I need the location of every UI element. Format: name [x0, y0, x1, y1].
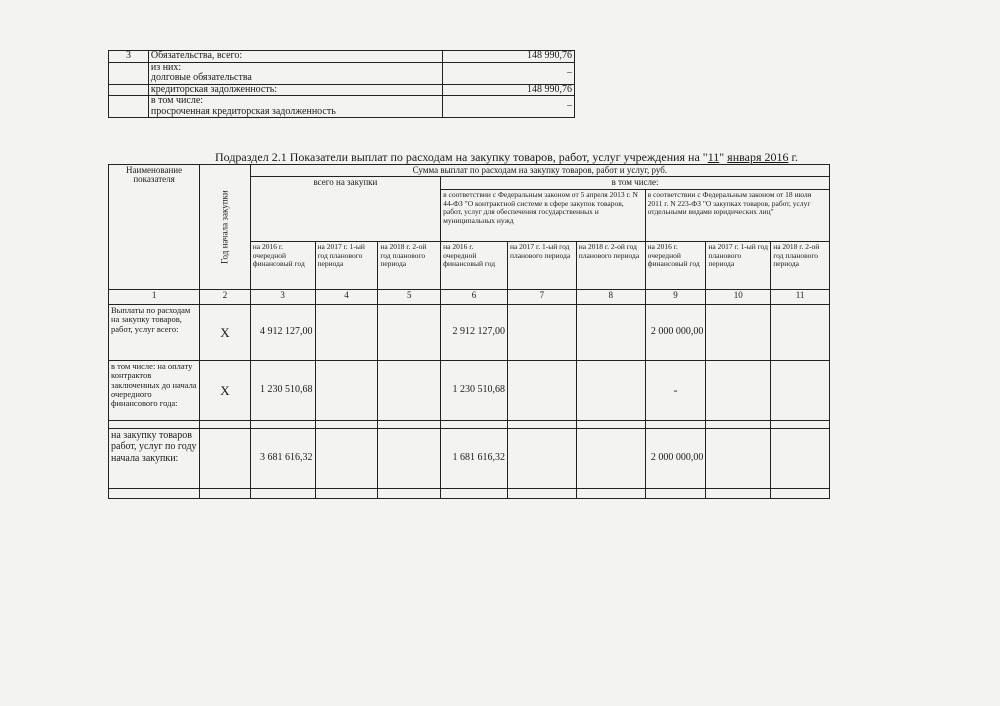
- empty-cell: [576, 360, 645, 420]
- total-2016-cell: 3 681 616,32: [250, 428, 315, 488]
- column-number: 11: [771, 289, 830, 304]
- row-label: Выплаты по расходам на закупку товаров, работ, услуг всего:: [109, 304, 200, 360]
- year-column-header: Год начала закупки: [200, 165, 251, 290]
- row-label: в том числе: на оплату контрактов заключенных до начала очередного финансового года:: [109, 360, 200, 420]
- empty-cell: [507, 360, 576, 420]
- year-cell: Х: [200, 360, 251, 420]
- title-prefix: Подраздел 2.1 Показатели выплат по расходам на закупку товаров, работ, услуг учреждения на ": [215, 150, 708, 164]
- column-number: 7: [507, 289, 576, 304]
- column-number: 5: [378, 289, 441, 304]
- column-number: 9: [645, 289, 706, 304]
- empty-cell: [771, 428, 830, 488]
- row-label: Обязательства, всего:: [148, 51, 442, 63]
- header-row: [109, 165, 830, 177]
- row-value: –: [443, 96, 575, 118]
- title-month-year: января 2016: [727, 150, 789, 164]
- column-numbers-row: [109, 289, 830, 304]
- row-label: кредиторская задолженность:: [148, 84, 442, 96]
- row-number: [109, 62, 149, 84]
- empty-cell: [378, 428, 441, 488]
- table-row: [109, 96, 575, 118]
- row-number: [109, 84, 149, 96]
- year-2017-header: на 2017 г. 1-ый год планового периода: [706, 241, 771, 289]
- year-2017-header: на 2017 г. 1-ый год планового периода: [507, 241, 576, 289]
- title-suffix: г.: [788, 150, 799, 164]
- row-label: в том числе: просроченная кредиторская задолженность: [148, 96, 442, 118]
- table-row: [109, 360, 830, 420]
- title-mid: ": [719, 150, 728, 164]
- empty-cell: [576, 304, 645, 360]
- table-row: [109, 428, 830, 488]
- law223-2016-cell: -: [645, 360, 706, 420]
- law223-2016-cell: 2 000 000,00: [645, 428, 706, 488]
- column-number: 2: [200, 289, 251, 304]
- column-number: 3: [250, 289, 315, 304]
- empty-cell: [315, 360, 378, 420]
- spacer-row: [109, 488, 830, 498]
- column-number: 8: [576, 289, 645, 304]
- row-number: 3: [109, 51, 149, 63]
- table-row: [109, 51, 575, 63]
- spacer-row: [109, 420, 830, 428]
- law-44-header: в соответствии с Федеральным законом от 5 апреля 2013 г. N 44-ФЗ "О контрактной системе в сфере закупок товаров, работ, услуг для обеспечения государственных и муниципальных нужд: [441, 189, 646, 241]
- name-column-header: Наименование показателя: [109, 165, 200, 290]
- year-2017-header: на 2017 г. 1-ый год планового периода: [315, 241, 378, 289]
- year-2018-header: на 2018 г. 2-ой год планового периода: [378, 241, 441, 289]
- row-value: 148 990,76: [443, 51, 575, 63]
- row-value: 148 990,76: [443, 84, 575, 96]
- law223-2016-cell: 2 000 000,00: [645, 304, 706, 360]
- total-2016-cell: 4 912 127,00: [250, 304, 315, 360]
- law-223-header: в соответствии с Федеральным законом от 18 июля 2011 г. N 223-ФЗ "О закупках товаров, работ, услуг отдельными видами юридических лиц": [645, 189, 829, 241]
- row-label: из них: долговые обязательства: [148, 62, 442, 84]
- column-number: 1: [109, 289, 200, 304]
- table-row: [109, 304, 830, 360]
- empty-cell: [315, 304, 378, 360]
- section-title: [215, 150, 798, 165]
- year-cell: Х: [200, 304, 251, 360]
- obligations-table: [108, 50, 575, 118]
- sum-header: Сумма выплат по расходам на закупку товаров, работ и услуг, руб.: [250, 165, 829, 177]
- column-number: 4: [315, 289, 378, 304]
- total-2016-cell: 1 230 510,68: [250, 360, 315, 420]
- table-row: [109, 62, 575, 84]
- table-row: [109, 84, 575, 96]
- empty-cell: [706, 304, 771, 360]
- empty-cell: [378, 360, 441, 420]
- row-label: на закупку товаров работ, услуг по году начала закупки:: [109, 428, 200, 488]
- procurement-payments-table: [108, 164, 830, 499]
- year-2016-header: на 2016 г. очередной финансовый год: [645, 241, 706, 289]
- total-header: всего на закупки: [250, 177, 440, 241]
- column-number: 10: [706, 289, 771, 304]
- empty-cell: [706, 360, 771, 420]
- year-2018-header: на 2018 г. 2-ой год планового периода: [771, 241, 830, 289]
- empty-cell: [507, 428, 576, 488]
- column-number: 6: [441, 289, 508, 304]
- law44-2016-cell: 2 912 127,00: [441, 304, 508, 360]
- including-header: в том числе:: [441, 177, 830, 189]
- year-2018-header: на 2018 г. 2-ой год планового периода: [576, 241, 645, 289]
- empty-cell: [771, 360, 830, 420]
- row-number: [109, 96, 149, 118]
- law44-2016-cell: 1 681 616,32: [441, 428, 508, 488]
- empty-cell: [771, 304, 830, 360]
- row-value: –: [443, 62, 575, 84]
- empty-cell: [315, 428, 378, 488]
- empty-cell: [706, 428, 771, 488]
- year-2016-header: на 2016 г. очередной финансовый год: [250, 241, 315, 289]
- empty-cell: [378, 304, 441, 360]
- title-day: 11: [707, 150, 720, 164]
- year-cell: [200, 428, 251, 488]
- empty-cell: [576, 428, 645, 488]
- year-2016-header: на 2016 г. очередной финансовый год: [441, 241, 508, 289]
- law44-2016-cell: 1 230 510,68: [441, 360, 508, 420]
- empty-cell: [507, 304, 576, 360]
